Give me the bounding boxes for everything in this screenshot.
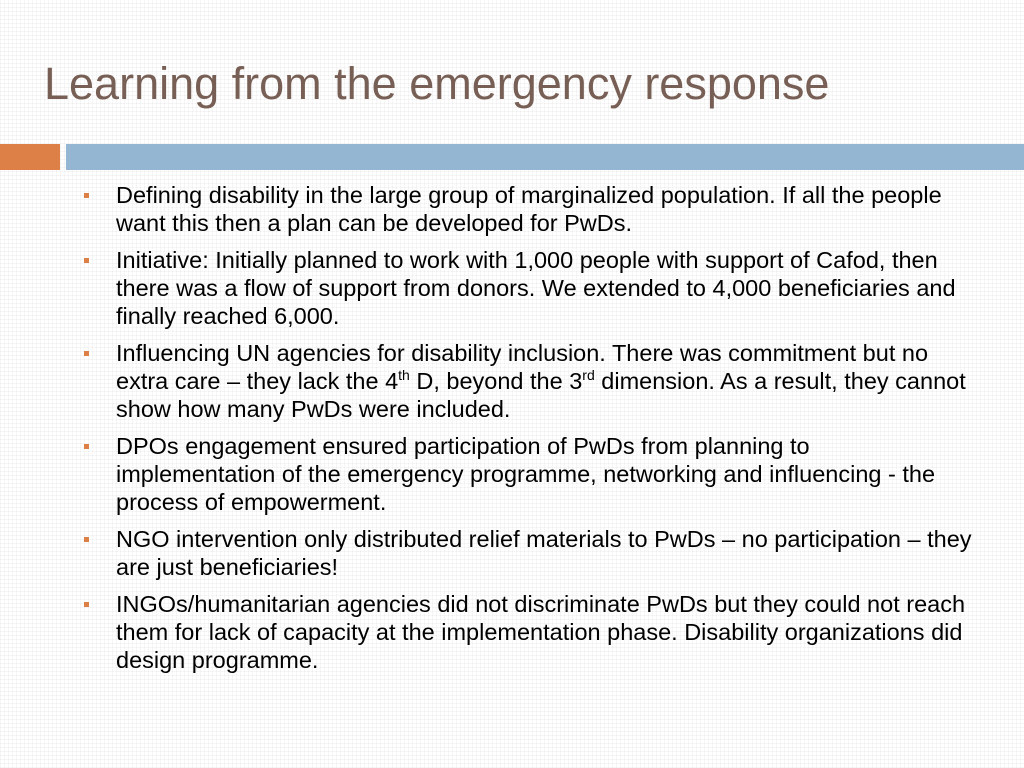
bullet-item [84, 525, 974, 581]
bullet-text-part: D, beyond the 3 [409, 368, 583, 394]
bullet-text: NGO intervention only distributed relief materials to PwDs – no participation – they are just beneficiaries! [116, 526, 972, 580]
square-bullet-icon [84, 444, 89, 449]
square-bullet-icon [84, 602, 89, 607]
bullet-text-part: dimension. As a result, they cannot show how many PwDs were included. [116, 368, 966, 422]
bullet-item [84, 246, 974, 330]
bullet-text-part: Influencing UN agencies for disability inclusion. There was commitment but no extra care – they lack the 4 [116, 340, 929, 394]
bullet-text: Initiative: Initially planned to work with 1,000 people with support of Cafod, then there was a flow of support from donors. We extended to 4,000 beneficiaries and finally reached 6,000. [116, 247, 956, 329]
superscript-ordinal: th [398, 367, 410, 383]
superscript-ordinal: rd [582, 367, 595, 383]
bullet-item [84, 181, 974, 237]
bullet-list [84, 181, 974, 683]
bullet-text: Defining disability in the large group of marginalized population. If all the people want this then a plan can be developed for PwDs. [116, 182, 942, 236]
bullet-item [84, 432, 974, 516]
bullet-text [116, 340, 966, 422]
bullet-text: DPOs engagement ensured participation of PwDs from planning to implementation of the emergency programme, networking and influencing - the process of empowerment. [116, 433, 936, 515]
bullet-item [84, 339, 974, 423]
square-bullet-icon [84, 193, 89, 198]
bullet-text: INGOs/humanitarian agencies did not discriminate PwDs but they could not reach them for lack of capacity at the implementation phase. Disability organizations did design programme. [116, 591, 966, 673]
accent-bar-orange [0, 144, 60, 170]
bullet-item [84, 590, 974, 674]
square-bullet-icon [84, 258, 89, 263]
slide-title: Learning from the emergency response [44, 58, 830, 109]
square-bullet-icon [84, 537, 89, 542]
accent-bar-blue [66, 144, 1024, 170]
square-bullet-icon [84, 351, 89, 356]
